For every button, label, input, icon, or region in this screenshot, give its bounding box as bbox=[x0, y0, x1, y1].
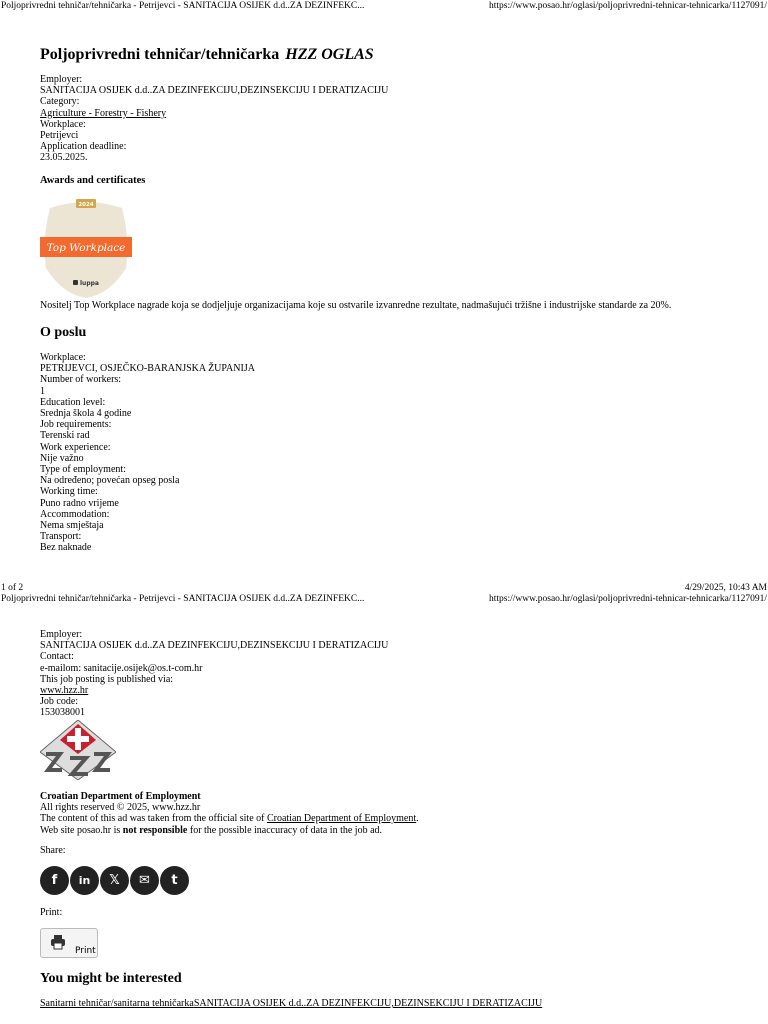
contact-label: Contact: bbox=[40, 651, 74, 663]
published-label: This job posting is published via: bbox=[40, 673, 174, 685]
source-tag: HZZ OGLAS bbox=[285, 46, 374, 63]
detail-label: Transport: bbox=[40, 531, 82, 543]
detail-label: Education level: bbox=[40, 396, 106, 408]
hzz-rights: All rights reserved © 2025, www.hzz.hr bbox=[40, 802, 201, 814]
print-header-url: https://www.posao.hr/oglasi/poljoprivredni-tehnicar-tehnicarka/1127091/ bbox=[489, 594, 767, 604]
print-button[interactable] bbox=[40, 928, 98, 958]
printer-icon bbox=[50, 934, 66, 950]
deadline-label: Application deadline: bbox=[40, 141, 127, 153]
hzz-source-note: The content of this ad was taken from the official site of Croatian Department of Employment. bbox=[40, 813, 419, 825]
workplace-value: Petrijevci bbox=[40, 130, 79, 142]
related-job-employer[interactable]: SANITACIJA OSIJEK d.d..ZA DEZINFEKCIJU,DEZINSEKCIJU I DERATIZACIJU bbox=[193, 998, 543, 1009]
employer-value: SANITACIJA OSIJEK d.d..ZA DEZINFEKCIJU,DEZINSEKCIJU I DERATIZACIJU bbox=[40, 640, 389, 652]
category-label: Category: bbox=[40, 96, 80, 108]
award-description: Nositelj Top Workplace nagrade koja se dodjeljuje organizacijama koje su ostvarile izvanredne rezultate, nadmašujući tržišne i industrijske standarde za 20%. bbox=[40, 300, 672, 311]
detail-value: Bez naknade bbox=[40, 542, 92, 554]
hzz-name: Croatian Department of Employment bbox=[40, 791, 201, 802]
detail-label: Workplace: bbox=[40, 352, 86, 363]
contact-email: e-mailom: sanitacije.osijek@os.t-com.hr bbox=[40, 662, 203, 674]
detail-label: Work experience: bbox=[40, 441, 111, 453]
related-job-link-row bbox=[40, 998, 740, 1009]
print-button-label: Print bbox=[75, 946, 96, 956]
detail-value: Srednja škola 4 godine bbox=[40, 408, 132, 420]
job-heading bbox=[40, 45, 740, 65]
employer-value: SANITACIJA OSIJEK d.d..ZA DEZINFEKCIJU,DEZINSEKCIJU I DERATIZACIJU bbox=[40, 85, 389, 97]
detail-value: Terenski rad bbox=[40, 430, 90, 442]
deadline-value: 23.05.2025. bbox=[40, 152, 88, 164]
page-number: 1 of 2 bbox=[1, 583, 24, 593]
workplace-label: Workplace: bbox=[40, 118, 86, 130]
print-header-title: Poljoprivredni tehničar/tehničarka - Petrijevci - SANITACIJA OSIJEK d.d..ZA DEZINFEKC... bbox=[1, 594, 365, 604]
detail-label: Working time: bbox=[40, 486, 98, 498]
print-header bbox=[0, 0, 768, 12]
top-workplace-badge bbox=[40, 198, 132, 300]
share-buttons bbox=[40, 866, 189, 896]
print-header-title: Poljoprivredni tehničar/tehničarka - Petrijevci - SANITACIJA OSIJEK d.d..ZA DEZINFEKC... bbox=[1, 1, 365, 11]
tumblr-icon[interactable]: t bbox=[160, 866, 189, 895]
about-heading: O poslu bbox=[40, 325, 87, 340]
print-label: Print: bbox=[40, 907, 63, 918]
detail-label: Type of employment: bbox=[40, 464, 126, 476]
x-icon[interactable]: 𝕏 bbox=[100, 866, 129, 895]
interested-section bbox=[40, 970, 740, 988]
badge-title: Top Workplace bbox=[46, 242, 126, 254]
awards-heading: Awards and certificates bbox=[40, 175, 146, 186]
interested-heading: You might be interested bbox=[40, 971, 182, 986]
related-job-title[interactable]: Sanitarni tehničar/sanitarna tehničarka bbox=[40, 998, 194, 1009]
employer-label: Employer: bbox=[40, 629, 83, 640]
linkedin-icon[interactable]: in bbox=[70, 866, 99, 895]
detail-label: Job requirements: bbox=[40, 419, 112, 431]
hzz-link[interactable]: www.hzz.hr bbox=[40, 685, 89, 697]
detail-value: Nema smještaja bbox=[40, 520, 104, 532]
category-link[interactable]: Agriculture - Forestry - Fishery bbox=[40, 107, 167, 119]
employer-label: Employer: bbox=[40, 74, 83, 85]
detail-label: Number of workers: bbox=[40, 374, 122, 386]
detail-value: 1 bbox=[40, 385, 45, 397]
hzz-disclaimer: Web site posao.hr is not responsible for the possible inaccuracy of data in the job ad. bbox=[40, 824, 383, 836]
detail-value: PETRIJEVCI, OSJEČKO-BARANJSKA ŽUPANIJA bbox=[40, 363, 255, 375]
contact-section bbox=[40, 629, 740, 719]
hzz-logo bbox=[40, 720, 116, 780]
print-header-url: https://www.posao.hr/oglasi/poljoprivredni-tehnicar-tehnicarka/1127091/ bbox=[489, 1, 767, 11]
job-code-label: Job code: bbox=[40, 696, 79, 708]
detail-value: Nije važno bbox=[40, 452, 84, 464]
hzz-site-link[interactable]: Croatian Department of Employment bbox=[266, 813, 417, 825]
share-label: Share: bbox=[40, 845, 66, 856]
detail-value: Puno radno vrijeme bbox=[40, 497, 119, 509]
badge-year: 2024 bbox=[78, 202, 94, 208]
about-section bbox=[40, 324, 740, 342]
email-icon[interactable]: ✉ bbox=[130, 866, 159, 895]
detail-label: Accommodation: bbox=[40, 508, 110, 520]
print-datetime: 4/29/2025, 10:43 AM bbox=[684, 583, 767, 593]
job-code-value: 153038001 bbox=[40, 707, 85, 719]
job-title: Poljoprivredni tehničar/tehničarka HZZ OGLAS bbox=[40, 46, 374, 63]
print-header-2 bbox=[0, 593, 768, 605]
hzz-info bbox=[40, 791, 740, 836]
badge-brand: luppa bbox=[80, 280, 99, 287]
facebook-icon[interactable]: f bbox=[40, 866, 69, 895]
awards-section bbox=[40, 174, 740, 188]
job-summary bbox=[40, 74, 740, 164]
detail-value: Na određeno; povećan opseg posla bbox=[40, 475, 180, 487]
about-details bbox=[40, 352, 740, 554]
